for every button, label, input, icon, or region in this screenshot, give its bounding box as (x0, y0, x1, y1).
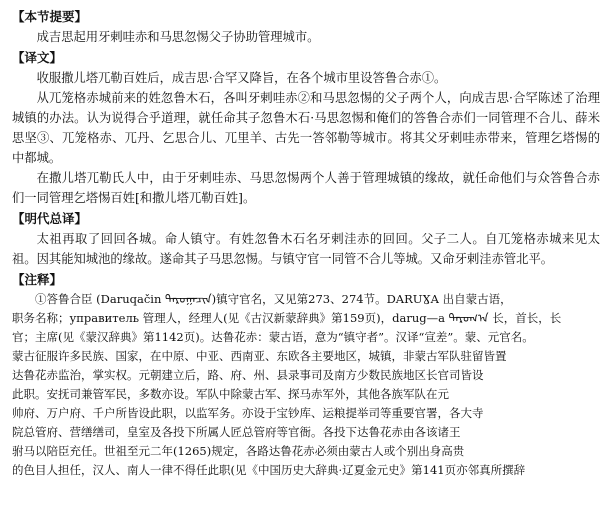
note-line: 官；主席(见《蒙汉辞典》第1142页)。达鲁花赤：蒙古语，意为“镇守者”。汉译“宣差”。蒙、元官名。 (12, 330, 534, 344)
note-line: 职务名称；управитель 管理人，经理人(见《古汉新蒙辞典》第159页)，darug—a ᠳᠠᠷᠤᠭ᠎ᠠ 长，首长，长 (12, 311, 562, 325)
note-line: 的色目人担任，汉人、南人一律不得任此职(见《中国历史大辞典·辽夏金元史》第141页亦邻真所撰辞 (12, 463, 526, 477)
note-line: 蒙古征服许多民族、国家，在中原、中亚、西南亚、东欧各主要地区，城镇，非蒙古军队驻留皆置 (12, 349, 507, 363)
translation-paragraph: 从兀笼格赤城前来的姓忽鲁木石，各叫牙剌哇赤②和马思忽惕的父子两个人，向成吉思·合罕陈述了治理城镇的办法。认为说得合乎道理，就任命其子忽鲁木石·马思忽惕和俺们的答鲁合赤们一同管理不合儿、薛米思坚③、兀笼格赤、兀丹、乞思合儿、兀里羊、古先一答邻勒等城市。将其父牙剌哇赤带来，管理乞塔惕的中都城。 (12, 91, 600, 165)
note-line: 达鲁花赤监治，掌实权。元朝建立后，路、府、州、县录事司及南方少数民族地区长官司皆设 (12, 368, 484, 382)
note-line: 驸马以陪臣充任。世祖至元二年(1265)规定，各路达鲁花赤必须由蒙古人或个别出身高贵 (12, 444, 465, 458)
summary-heading: 【本节提要】 (12, 9, 88, 24)
note-line: 此职。安抚司兼管军民，多数亦设。军队中除蒙古军、探马赤军外，其他各族军队在元 (12, 387, 449, 401)
ming-summary-heading: 【明代总译】 (12, 211, 88, 226)
note-line: 帅府、万户府、千户所皆设此职，以监军务。亦设于宝钞库、运粮提举司等重要官署，各大寺 (12, 406, 484, 420)
note-line: ①答鲁合臣 (Daruqačin ᠳᠠᠷᠤᠭᠠᠴᠢᠨ)镇守官名，又见第273、274节。DARUƔA 出自蒙古语， (35, 292, 512, 306)
translation-paragraph: 在撒儿塔兀勒氏人中，由于牙剌哇赤、马思忽惕两个人善于管理城镇的缘故，就任命他们与众答鲁合赤们一同管理乞塔惕百姓[和撒儿塔兀勒百姓]。 (12, 171, 600, 205)
translation-paragraph: 收服撒儿塔兀勒百姓后，成吉思·合罕又降旨，在各个城市里设答鲁合赤①。 (36, 71, 447, 85)
ming-summary-text: 太祖再取了回回各城。命人镇守。有姓忽鲁木石名牙剌洼赤的回回。父子二人。自兀笼格赤城来见太祖。因其能知城池的缘故。遂命其子马思忽惕。与镇守官一同管不合儿等城。又命牙剌洼赤管北平。 (12, 232, 600, 266)
notes-heading: 【注释】 (12, 272, 63, 287)
translation-heading: 【译文】 (12, 50, 63, 65)
note-line: 院总管府、营缮缮司，皇室及各投下所属人匠总管府等官衙。各投下达鲁花赤由各该诸王 (12, 425, 461, 439)
notes-body (12, 290, 600, 480)
summary-text: 成吉思起用牙剌哇赤和马思忽惕父子协助管理城市。 (36, 30, 320, 44)
